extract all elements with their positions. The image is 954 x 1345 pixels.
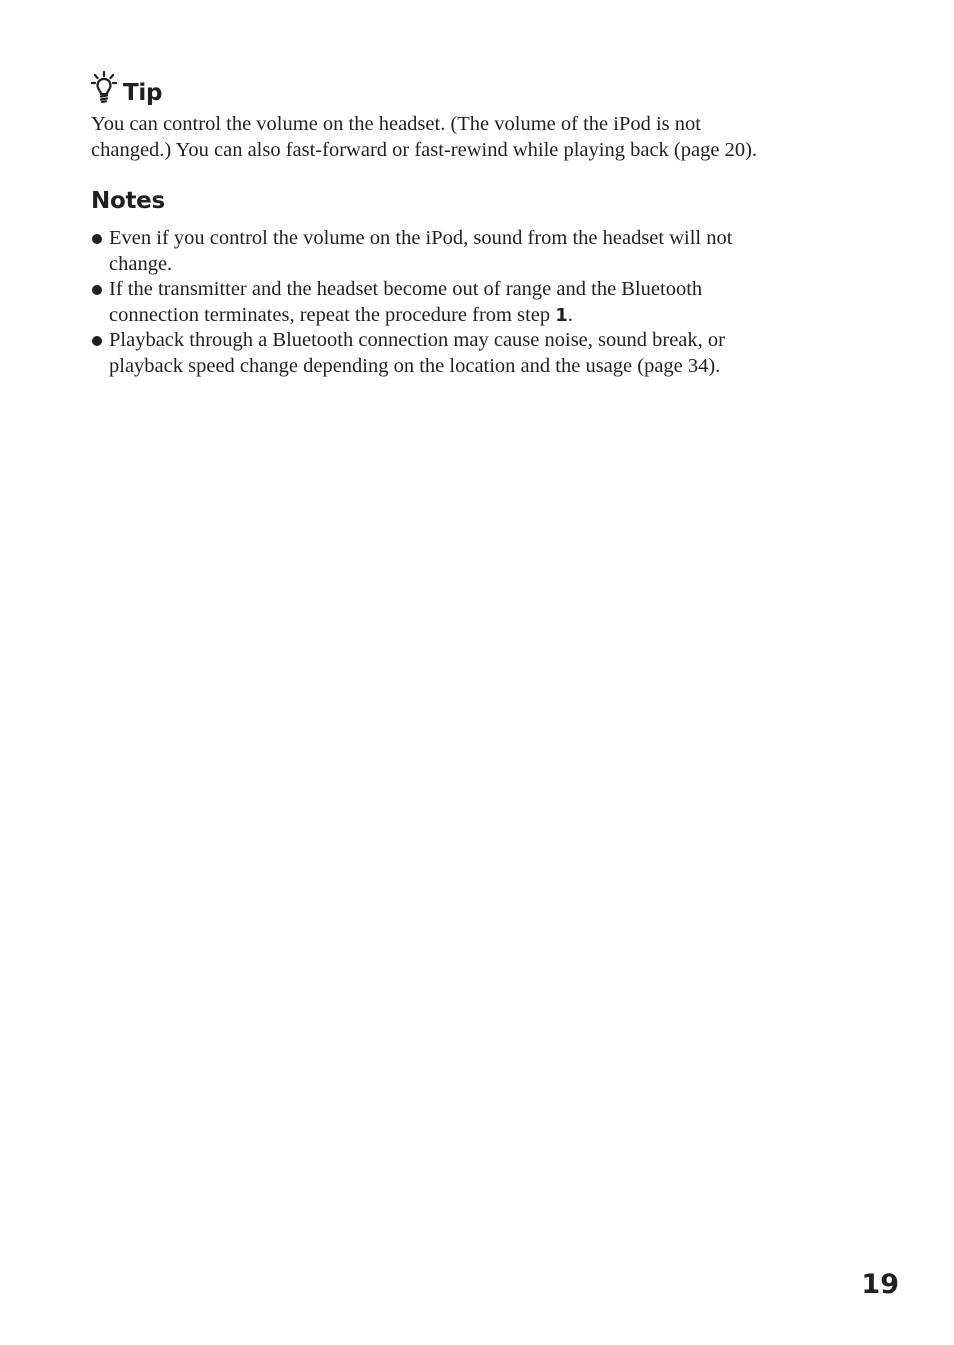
notes-heading: Notes [91,188,165,214]
bullet-icon [92,285,102,295]
tip-heading [91,70,162,106]
note-line: connection terminates, repeat the procedure from step [109,303,556,326]
tip-text-line-2: changed.) You can also fast-forward or fast-rewind while playing back (page 20). [91,139,758,161]
list-item [91,226,831,277]
tip-label: Tip [123,80,163,106]
tip-text-line-1: You can control the volume on the headset. (The volume of the iPod is not [91,113,701,135]
list-item [91,328,831,379]
tip-text [91,111,851,163]
bullet-icon [92,336,102,346]
note-line-end: . [567,303,573,326]
list-item [91,277,831,328]
note-line: change. [109,252,173,275]
note-line: playback speed change depending on the location and the usage (page 34). [109,354,721,377]
note-line: If the transmitter and the headset become out of range and the Bluetooth [109,278,703,301]
lightbulb-icon [91,70,123,106]
page-number: 19 [861,1269,899,1300]
note-line: Playback through a Bluetooth connection may cause noise, sound break, or [109,329,725,352]
note-line: Even if you control the volume on the iPod, sound from the headset will not [109,227,733,249]
bullet-icon [92,234,102,244]
notes-list [91,226,831,380]
step-reference: 1 [555,304,568,326]
